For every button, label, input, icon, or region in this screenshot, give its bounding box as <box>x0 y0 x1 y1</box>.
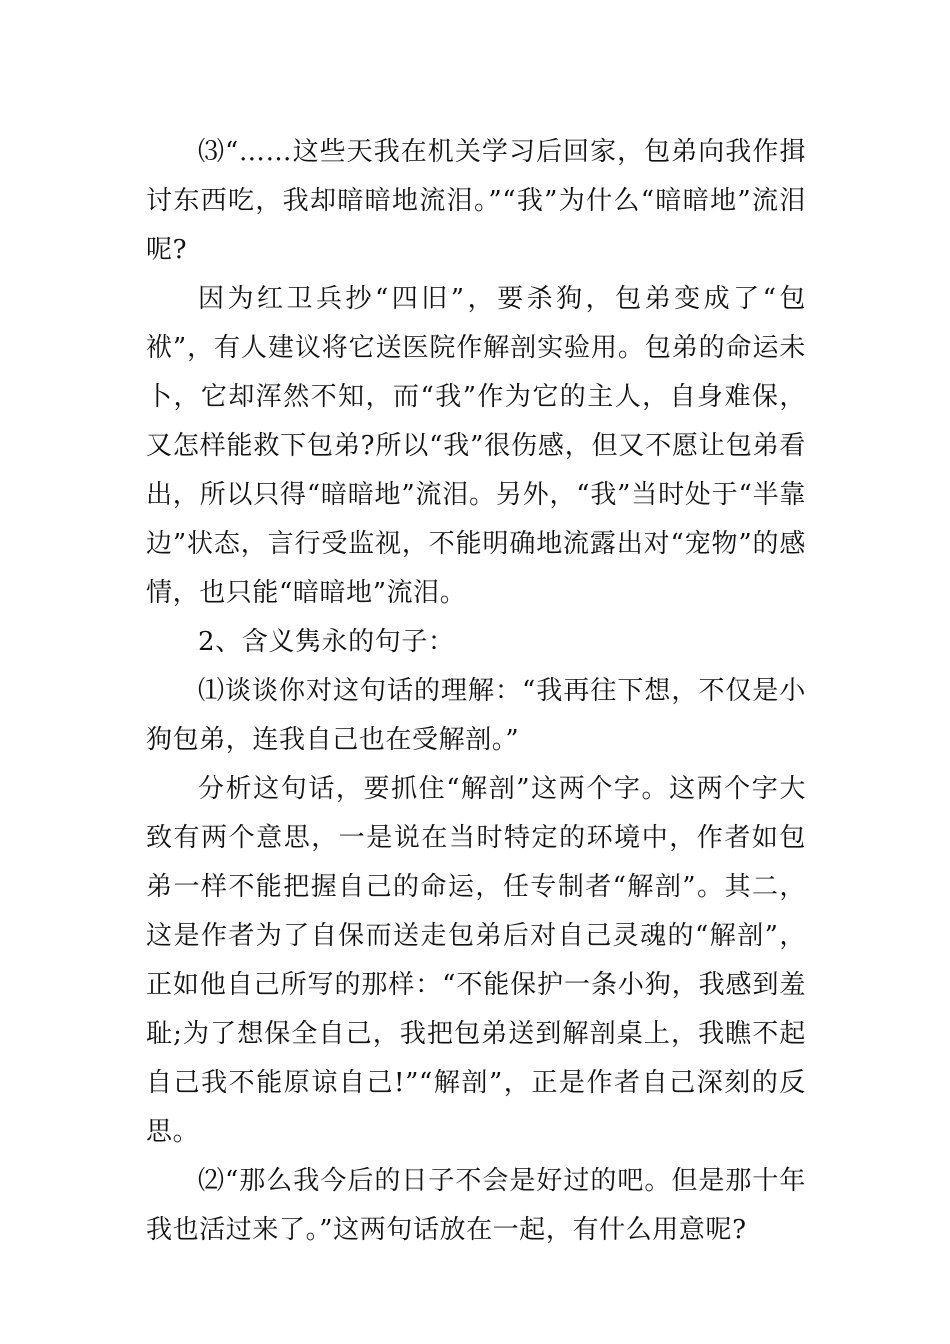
paragraph-answer-1: 分析这句话，要抓住“解剖”这两个字。这两个字大致有两个意思，一是说在当时特定的环境中，作者如包弟一样不能把握自己的命运，任专制者“解剖”。其二，这是作者为了自保而送走包弟后对自己灵魂的“解剖”，正如他自己所写的那样：“不能保护一条小狗，我感到羞耻;为了想保全自己，我把包弟送到解剖桌上，我瞧不起自己我不能原谅自己!”“解剖”，正是作者自己深刻的反思。 <box>146 774 806 1147</box>
paragraph-answer-3: 因为红卫兵抄“四旧”，要杀狗，包弟变成了“包袱”，有人建议将它送医院作解剖实验用。包弟的命运未卜，它却浑然不知，而“我”作为它的主人，自身难保，又怎样能救下包弟?所以“我”很伤感，但又不愿让包弟看出，所以只得“暗暗地”流泪。另外，“我”当时处于“半靠边”状态，言行受监视，不能明确地流露出对“宠物”的感情，也只能“暗暗地”流泪。 <box>146 284 806 608</box>
paragraph-question-2: ⑵“那么我今后的日子不会是好过的吧。但是那十年我也活过来了。”这两句话放在一起，有什么用意呢? <box>146 1166 806 1245</box>
document-body <box>146 128 806 1255</box>
paragraph-question-3: ⑶“……这些天我在机关学习后回家，包弟向我作揖讨东西吃，我却暗暗地流泪。”“我”为什么“暗暗地”流泪呢? <box>146 137 806 265</box>
paragraph-question-1: ⑴谈谈你对这句话的理解：“我再往下想，不仅是小狗包弟，连我自己也在受解剖。” <box>146 676 806 755</box>
section-heading-sentences: 2、含义隽永的句子： <box>198 627 455 657</box>
